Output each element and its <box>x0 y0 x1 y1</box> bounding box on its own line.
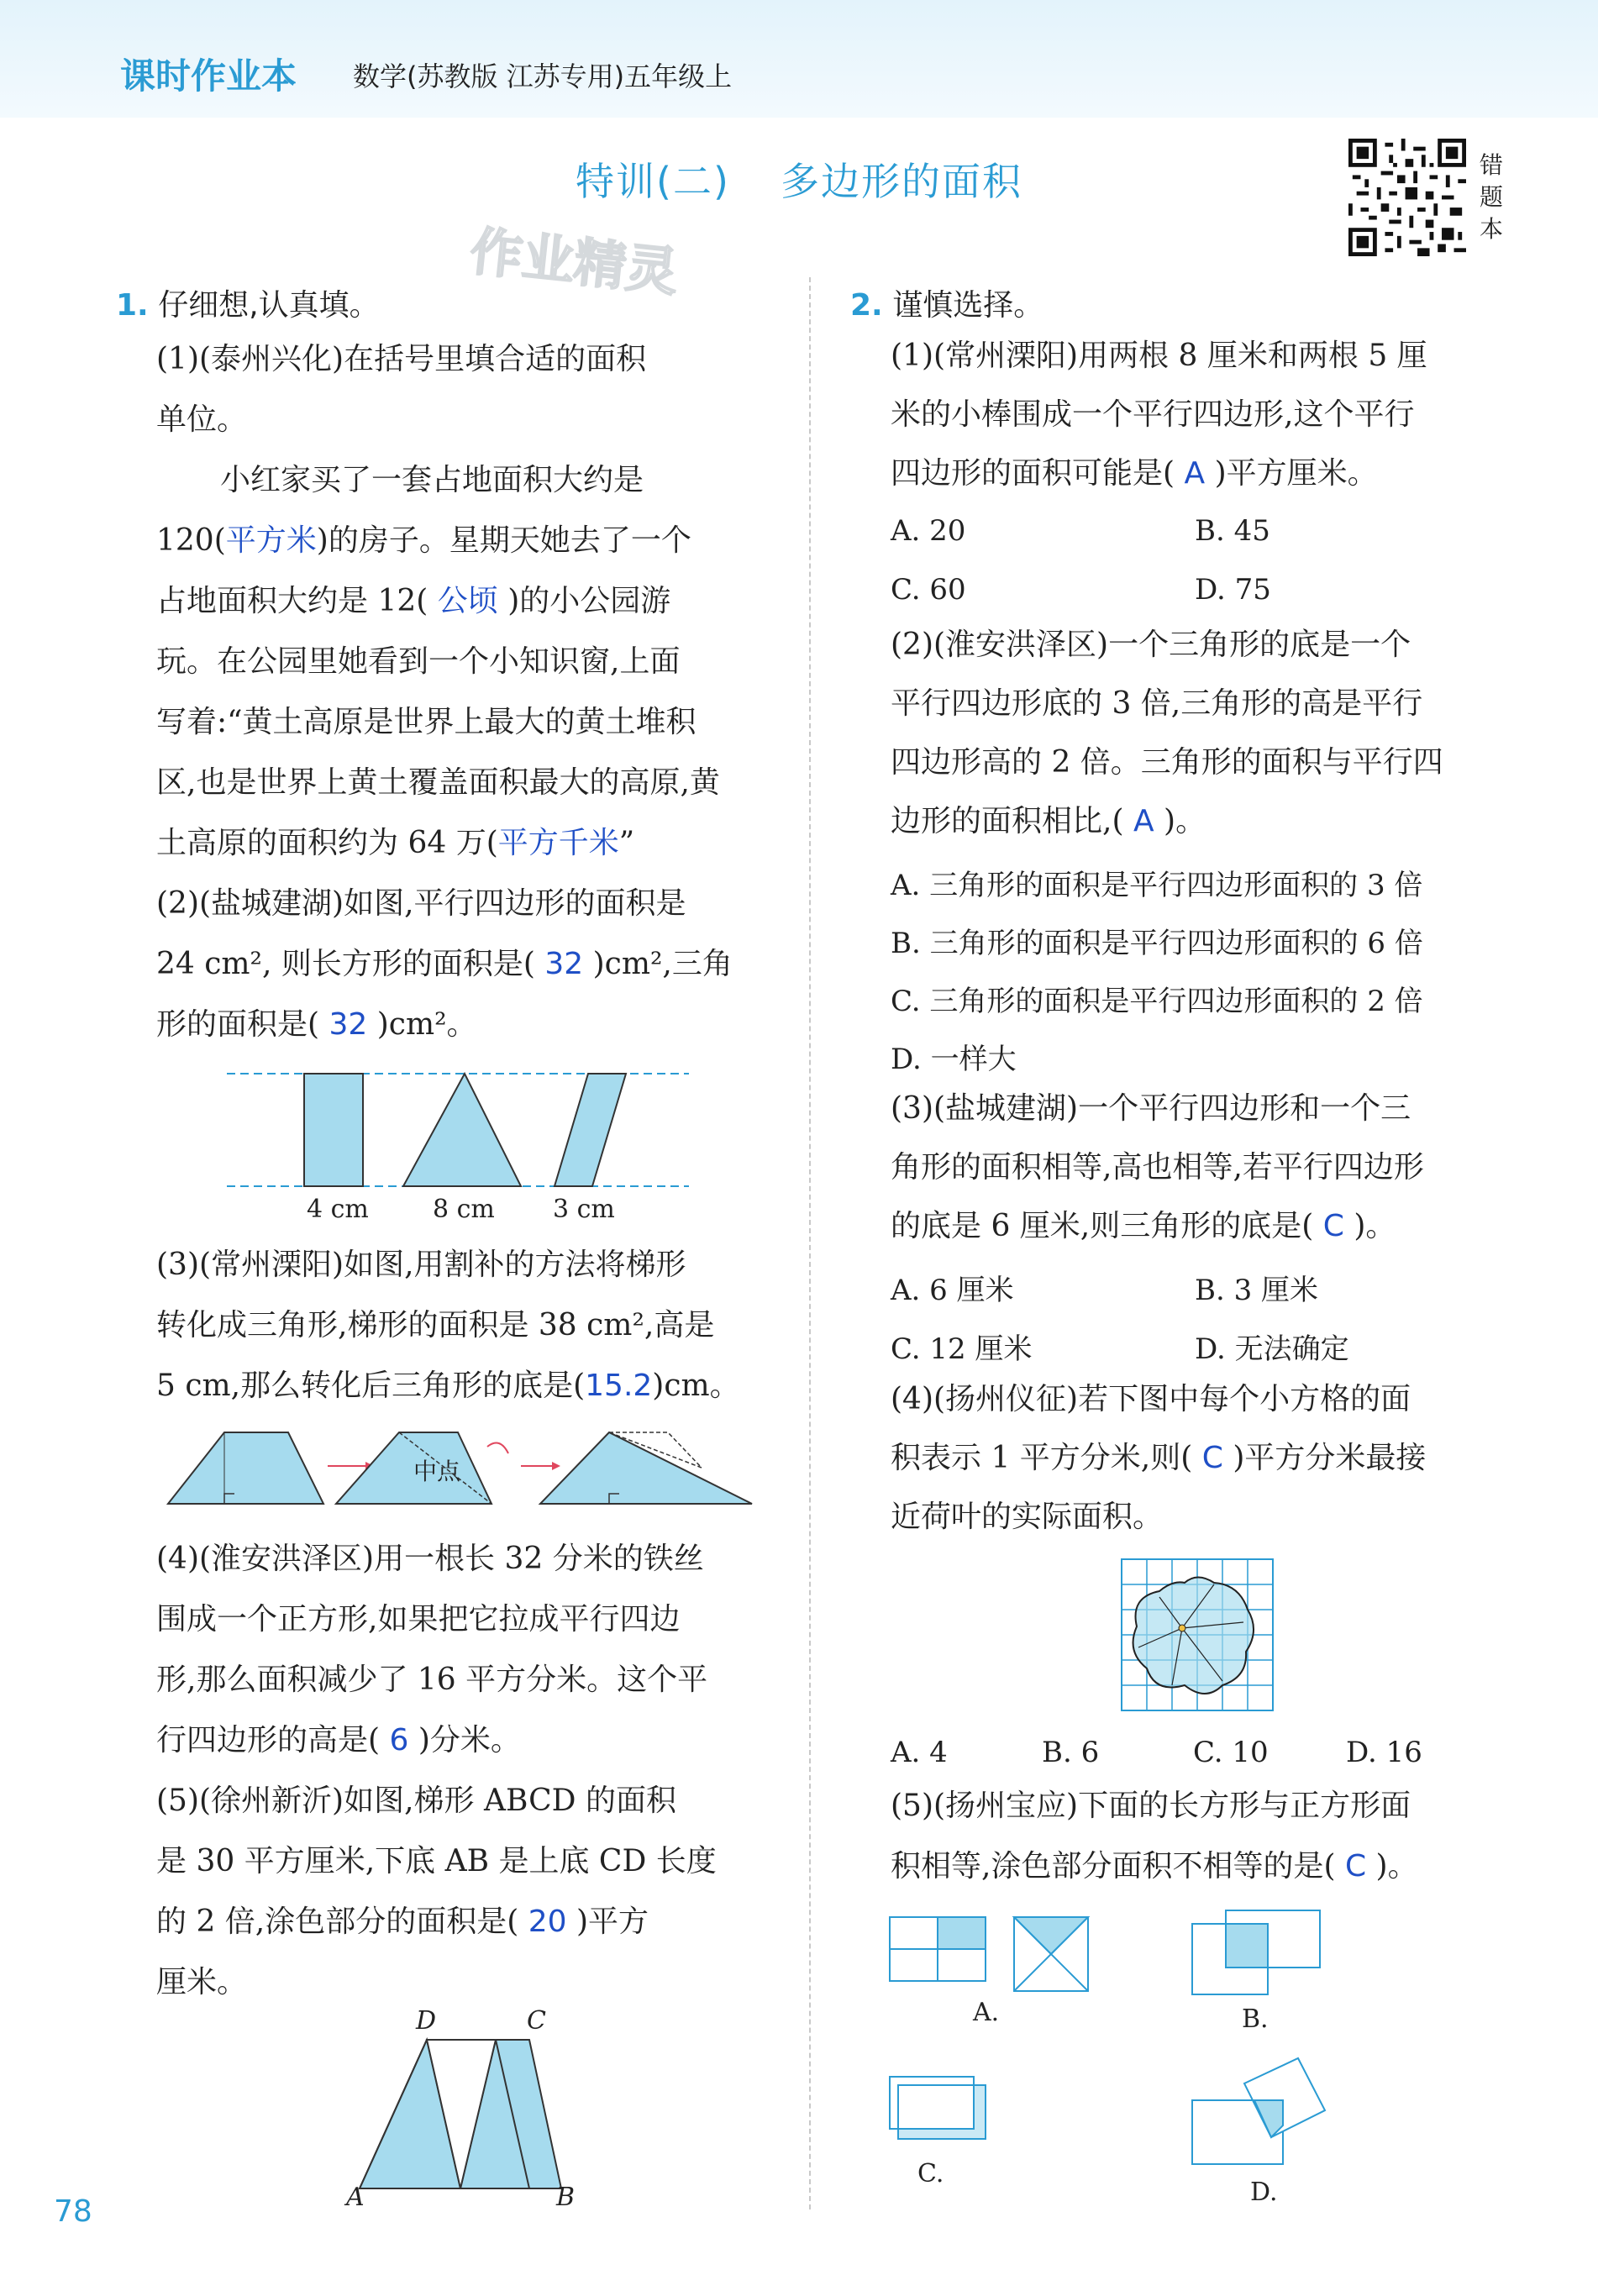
s1q3-line1: (3)(常州溧阳)如图,用割补的方法将梯形 <box>156 1248 686 1282</box>
s1q3-line2: 转化成三角形,梯形的面积是 38 cm²,高是 <box>156 1308 715 1342</box>
text: 的底是 6 厘米,则三角形的底是( <box>891 1209 1314 1243</box>
qr-code-icon[interactable] <box>1348 139 1466 256</box>
s1q2-line1: (2)(盐城建湖)如图,平行四边形的面积是 <box>156 886 686 921</box>
s1q1-line3: 小红家买了一套占地面积大约是 <box>220 463 644 497</box>
text: 行四边形的高是( <box>156 1723 381 1757</box>
s2q1-line2: 米的小棒围成一个平行四边形,这个平行 <box>891 397 1415 432</box>
answer-1: 32 <box>544 947 584 981</box>
s2q5-label-b: B. <box>1242 2004 1269 2034</box>
vertex-a-label: A <box>346 2183 365 2212</box>
s2q1-option-c: C. 60 <box>891 573 966 607</box>
vertex-c-label: C <box>527 2006 546 2036</box>
s1q4-line3: 形,那么面积减少了 16 平方分米。这个平 <box>156 1663 708 1697</box>
title-part2: 多边形的面积 <box>780 159 1022 204</box>
text: )cm。 <box>652 1369 740 1403</box>
s2q5-label-a: A. <box>973 1998 1000 2027</box>
s1q1-line9 <box>156 813 634 874</box>
s2q2-option-a: A. 三角形的面积是平行四边形面积的 3 倍 <box>891 869 1423 902</box>
answer-2: 32 <box>329 1007 368 1042</box>
answer-1: C <box>1201 1441 1223 1475</box>
text: 形的面积是( <box>156 1007 320 1042</box>
watermark: 作业精灵 <box>467 220 681 303</box>
s1q1-line7: 写着:“黄土高原是世界上最大的黄土堆积 <box>156 705 696 739</box>
answer-1: 6 <box>389 1723 409 1757</box>
answer-3: 平方千米 <box>497 826 619 860</box>
s2q5-figure-d <box>1189 2050 1357 2176</box>
s1q4-line1: (4)(淮安洪泽区)用一根长 32 分米的铁丝 <box>156 1542 704 1576</box>
text: )平方分米最接 <box>1233 1441 1427 1475</box>
text: 积相等,涂色部分面积不相等的是( <box>891 1849 1336 1884</box>
s1q4-line2: 围成一个正方形,如果把它拉成平行四边 <box>156 1602 681 1637</box>
page-number: 78 <box>54 2194 92 2229</box>
s2q4-line1: (4)(扬州仪征)若下图中每个小方格的面 <box>891 1382 1411 1416</box>
s1q4-line4 <box>156 1710 521 1771</box>
text: 5 cm,那么转化后三角形的底是( <box>156 1369 586 1403</box>
s2q4-option-d: D. 16 <box>1346 1736 1422 1769</box>
s2q1-line3 <box>891 444 1378 504</box>
s1q3-line3 <box>156 1356 740 1416</box>
section2-number: 2. <box>850 288 883 323</box>
s2q1-option-b: B. 45 <box>1195 514 1270 548</box>
section2-title: 谨慎选择。 <box>892 288 1044 323</box>
text: 积表示 1 平方分米,则( <box>891 1441 1193 1475</box>
s2q2-line3: 四边形高的 2 倍。三角形的面积与平行四 <box>891 745 1443 780</box>
triangle-shape <box>403 1074 521 1186</box>
s1q5-line1: (5)(徐州新沂)如图,梯形 ABCD 的面积 <box>156 1784 676 1818</box>
section1-title: 仔细想,认真填。 <box>158 288 380 323</box>
text: 120( <box>156 523 226 558</box>
s2q3-option-a: A. 6 厘米 <box>891 1274 1014 1307</box>
qr-label-char: 错 <box>1479 151 1503 179</box>
s1q2-line3 <box>156 995 477 1055</box>
s2q4-line3: 近荷叶的实际面积。 <box>891 1500 1164 1534</box>
s2q4-line2 <box>891 1428 1426 1489</box>
s1q2-label-8cm: 8 cm <box>433 1195 495 1224</box>
book-title: 课时作业本 <box>120 55 297 97</box>
answer-1: 15.2 <box>585 1369 653 1403</box>
s1q5-line4: 厘米。 <box>156 1965 248 1999</box>
vertex-b-label: B <box>556 2183 576 2212</box>
s2q4-option-b: B. 6 <box>1042 1736 1100 1769</box>
s1q1-line5 <box>156 571 670 632</box>
s1q2-label-4cm: 4 cm <box>307 1195 369 1224</box>
s1q3-midpoint-label: 中点 <box>413 1458 461 1485</box>
s2q2-line4 <box>891 791 1206 852</box>
s2q5-figure-c <box>886 2073 996 2157</box>
s1q2-figure <box>227 1067 697 1201</box>
text: )的小公园游 <box>507 584 671 618</box>
s1q1-line2: 单位。 <box>156 402 248 437</box>
text: )平方 <box>576 1905 649 1939</box>
answer-1: A <box>1184 456 1206 491</box>
s2q2-line1: (2)(淮安洪泽区)一个三角形的底是一个 <box>891 628 1411 662</box>
s2q3-line1: (3)(盐城建湖)一个平行四边形和一个三 <box>891 1091 1411 1126</box>
text: 24 cm², 则长方形的面积是( <box>156 947 535 981</box>
text: )的房子。星期天她去了一个 <box>316 523 691 558</box>
answer-1: C <box>1322 1209 1344 1243</box>
s2q5-label-d: D. <box>1250 2178 1278 2207</box>
section2-heading <box>850 281 1043 324</box>
s1q5-line2: 是 30 平方厘米,下底 AB 是上底 CD 长度 <box>156 1844 717 1878</box>
text: 占地面积大约是 12( <box>156 584 428 618</box>
s1q2-line2 <box>156 934 733 995</box>
text: 四边形的面积可能是( <box>891 456 1175 491</box>
text: )。 <box>1164 804 1206 838</box>
s2q3-line2: 角形的面积相等,高也相等,若平行四边形 <box>891 1150 1424 1185</box>
s2q2-option-c: C. 三角形的面积是平行四边形面积的 2 倍 <box>891 985 1423 1018</box>
section1-heading <box>116 281 380 324</box>
s2q2-option-b: B. 三角形的面积是平行四边形面积的 6 倍 <box>891 927 1423 960</box>
s2q1-line1: (1)(常州溧阳)用两根 8 厘米和两根 5 厘 <box>891 339 1427 373</box>
answer-1: C <box>1344 1849 1367 1884</box>
text: )。 <box>1375 1849 1418 1884</box>
column-divider <box>809 277 811 2209</box>
s2q5-label-c: C. <box>917 2159 944 2188</box>
s1q1-line4 <box>156 511 691 571</box>
book-subtitle: 数学(苏教版 江苏专用)五年级上 <box>353 60 733 92</box>
s1q3-figure <box>164 1428 769 1512</box>
qr-label-char: 题 <box>1479 183 1503 211</box>
text: )平方厘米。 <box>1214 456 1378 491</box>
answer-1: 平方米 <box>225 523 317 558</box>
title-part1: 特训(二) <box>576 159 730 204</box>
s2q4-option-a: A. 4 <box>891 1736 948 1769</box>
s2q3-line3 <box>891 1196 1396 1257</box>
s1q1-line6: 玩。在公园里她看到一个小知识窗,上面 <box>156 644 681 679</box>
s2q3-option-b: B. 3 厘米 <box>1195 1274 1319 1307</box>
text: 边形的面积相比,( <box>891 804 1124 838</box>
s1q5-figure <box>353 2033 588 2201</box>
s1q2-label-3cm: 3 cm <box>553 1195 615 1224</box>
s2q2-option-d: D. 一样大 <box>891 1043 1017 1076</box>
s2q5-figure-b <box>1189 1907 1332 1999</box>
text: ” <box>618 826 635 860</box>
s2q5-figure-a <box>886 1914 1096 1998</box>
s2q3-option-d: D. 无法确定 <box>1195 1332 1349 1366</box>
text: )cm²,三角 <box>592 947 733 981</box>
text: 土高原的面积约为 64 万( <box>156 826 498 860</box>
rectangle-shape <box>304 1074 363 1186</box>
vertex-d-label: D <box>416 2006 437 2036</box>
s1q5-line3 <box>156 1892 649 1952</box>
text: )。 <box>1354 1209 1396 1243</box>
qr-label <box>1476 150 1506 245</box>
s2q2-line2: 平行四边形底的 3 倍,三角形的高是平行 <box>891 686 1423 721</box>
text: 的 2 倍,涂色部分的面积是( <box>156 1905 519 1939</box>
answer-1: A <box>1133 804 1154 838</box>
s2q4-option-c: C. 10 <box>1193 1736 1269 1769</box>
answer-1: 20 <box>528 1905 567 1939</box>
text: )cm²。 <box>376 1007 477 1042</box>
s2q5-line1: (5)(扬州宝应)下面的长方形与正方形面 <box>891 1789 1411 1823</box>
answer-2: 公顷 <box>437 584 498 618</box>
s2q4-lotus-leaf-grid <box>1122 1559 1277 1715</box>
text: )分米。 <box>418 1723 521 1757</box>
section1-number: 1. <box>116 288 149 323</box>
s1q1-line1: (1)(泰州兴化)在括号里填合适的面积 <box>156 342 647 376</box>
qr-label-char: 本 <box>1479 215 1503 243</box>
s2q5-line2 <box>891 1836 1418 1897</box>
s2q1-option-a: A. 20 <box>891 514 966 548</box>
s2q1-option-d: D. 75 <box>1195 573 1271 607</box>
s1q1-line8: 区,也是世界上黄土覆盖面积最大的高原,黄 <box>156 765 720 800</box>
s2q3-option-c: C. 12 厘米 <box>891 1332 1033 1366</box>
parallelogram-shape <box>555 1074 626 1186</box>
